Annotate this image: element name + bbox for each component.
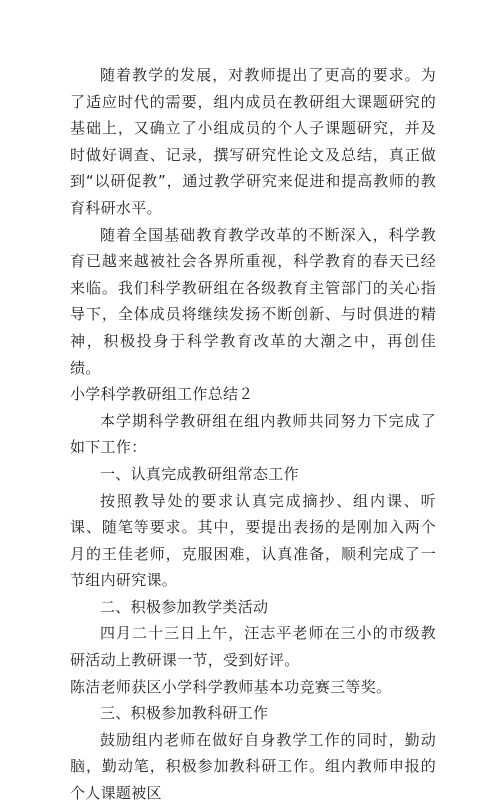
subheading-routine-work: 一、认真完成教研组常态工作: [100, 464, 299, 483]
document-body: [70, 62, 436, 807]
paragraph-semester-intro: 本学期科学教研组在组内教师共同努力下完成了如下工作：: [70, 411, 436, 457]
paragraph-competition-award: 陈洁老师获区小学科学教师基本功竞赛三等奖。: [70, 677, 392, 696]
paragraph-research-encouragement: 鼓励组内老师在做好自身教学工作的同时，勤动脑，勤动笔，积极参加教科研工作。组内教师申报的个人课题被区: [70, 730, 436, 803]
subheading-research-work: 三、积极参加教科研工作: [100, 704, 269, 723]
paragraph-research-lesson: 四月二十三日上午，汪志平老师在三小的市级教研活动上教研课一节，受到好评。: [70, 624, 436, 670]
paragraph-routine-work: 按照教导处的要求认真完成摘抄、组内课、听课、随笔等要求。其中，要提出表扬的是刚加入两个月的王佳老师，克服困难，认真准备，顺利完成了一节组内研究课。: [70, 491, 436, 590]
paragraph-science-education-reform: 随着全国基础教育教学改革的不断深入，科学教育已越来越被社会各界所重视，科学教育的春天已经来临。我们科学教研组在各级教育主管部门的关心指导下，全体成员将继续发扬不断创新、与时俱进的精神，积极投身于科学教育改革的大潮之中，再创佳绩。: [70, 225, 436, 377]
subheading-teaching-activities: 二、积极参加教学类活动: [100, 597, 269, 616]
paragraph-teaching-development: 随着教学的发展，对教师提出了更高的要求。为了适应时代的需要，组内成员在教研组大课题研究的基础上，又确立了小组成员的个人子课题研究，并及时做好调查、记录，撰写研究性论文及总结，真正做到“以研促教”，通过教学研究来促进和提高教师的教育科研水平。: [70, 66, 436, 217]
section-title: 小学科学教研组工作总结２: [70, 385, 254, 404]
